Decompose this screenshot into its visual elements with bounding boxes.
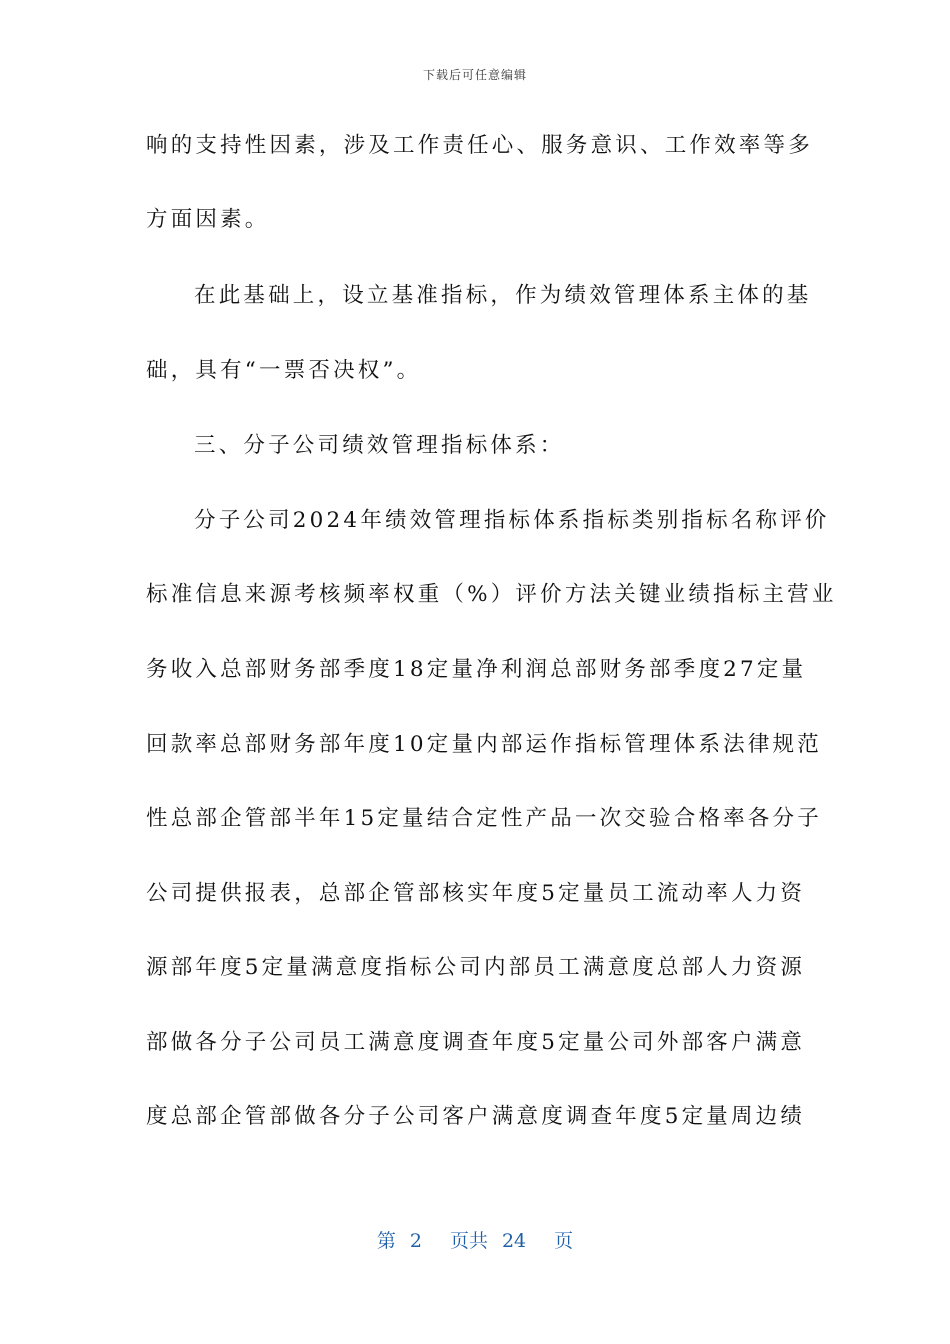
body-line: 性总部企管部半年15定量结合定性产品一次交验合格率各分子	[146, 806, 822, 831]
footer-suffix: 页	[554, 1230, 574, 1252]
footer-current-page: 2	[409, 1230, 422, 1252]
footer-prefix: 第	[376, 1230, 396, 1252]
footer-middle: 页共	[449, 1230, 488, 1252]
body-line: 源部年度5定量满意度指标公司内部员工满意度总部人力资源	[146, 955, 806, 980]
body-line: 分子公司2024年绩效管理指标体系指标类别指标名称评价	[194, 508, 830, 533]
body-line: 度总部企管部做各分子公司客户满意度调查年度5定量周边绩	[146, 1104, 806, 1129]
body-line: 标准信息来源考核频率权重（%）评价方法关键业绩指标主营业	[146, 582, 837, 607]
body-line: 公司提供报表，总部企管部核实年度5定量员工流动率人力资	[146, 881, 806, 906]
body-line: 础，具有“一票否决权”。	[146, 358, 422, 383]
body-line: 务收入总部财务部季度18定量净利润总部财务部季度27定量	[146, 657, 807, 682]
body-line: 部做各分子公司员工满意度调查年度5定量公司外部客户满意	[146, 1030, 806, 1055]
body-line: 回款率总部财务部年度10定量内部运作指标管理体系法律规范	[146, 732, 822, 757]
page-header: 下载后可任意编辑	[422, 68, 527, 82]
body-line: 响的支持性因素，涉及工作责任心、服务意识、工作效率等多	[146, 133, 813, 158]
section-heading: 三、分子公司绩效管理指标体系：	[194, 433, 565, 458]
footer-total-pages: 24	[501, 1230, 527, 1252]
body-line: 方面因素。	[146, 207, 270, 232]
body-line: 在此基础上，设立基准指标，作为绩效管理体系主体的基	[194, 283, 812, 308]
page-footer	[0, 1226, 950, 1253]
